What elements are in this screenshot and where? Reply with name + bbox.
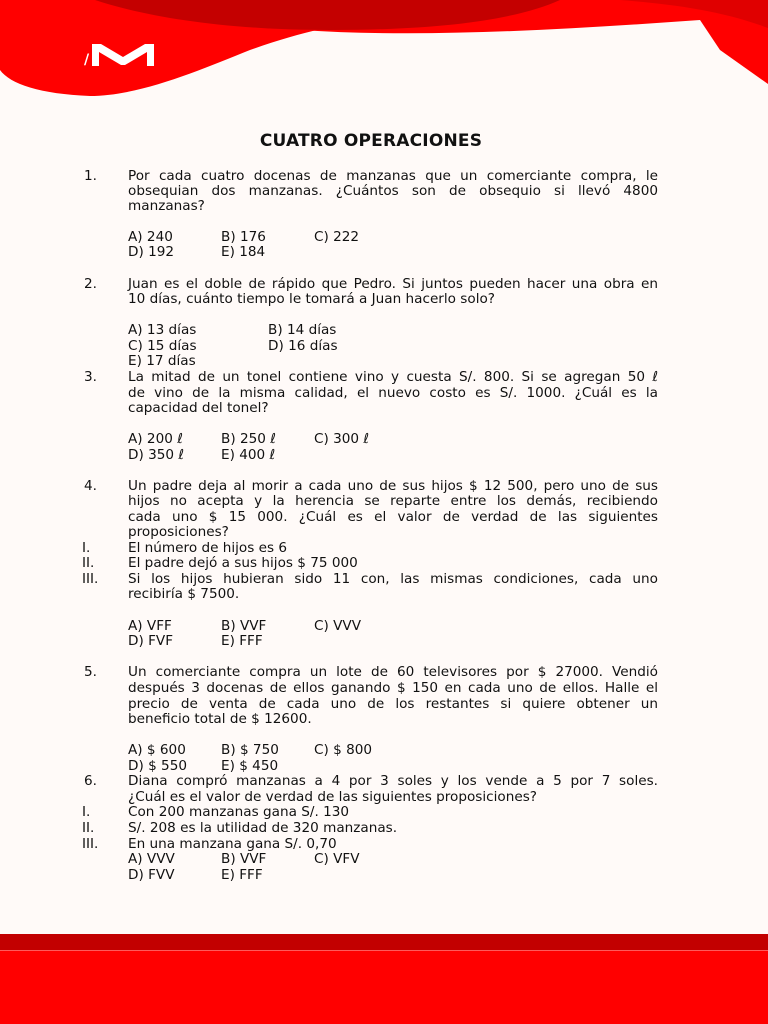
proposition-text: Si los hijos hubieran sido 11 con, las mismas condiciones, cada uno (128, 571, 658, 587)
question-text-line: cada uno $ 15 000. ¿Cuál es el valor de verdad de las siguientes (128, 509, 658, 525)
question-text-line: Un comerciante compra un lote de 60 televisores por $ 27000. Vendió (128, 664, 658, 680)
proposition-text: S/. 208 es la utilidad de 320 manzanas. (128, 820, 398, 836)
option-e: E) 17 días (128, 353, 196, 369)
option-d: D) FVV (128, 867, 175, 883)
question-text-line: Diana compró manzanas a 4 por 3 soles y los vende a 5 por 7 soles. (128, 773, 658, 789)
option-d: D) 16 días (268, 338, 338, 354)
footer-banner (0, 934, 768, 1024)
proposition-numeral: II. (82, 820, 95, 836)
proposition-numeral: III. (82, 571, 99, 587)
proposition-text: recibiría $ 7500. (128, 586, 240, 602)
option-d: D) 192 (128, 244, 175, 260)
question-text-line: Un padre deja al morir a cada uno de sus hijos $ 12 500, pero uno de sus (128, 478, 658, 494)
question-text-line: después 3 docenas de ellos ganando $ 150 en cada uno de ellos. Halle el (128, 680, 658, 696)
question-text-line: 10 días, cuánto tiempo le tomará a Juan hacerlo solo? (128, 291, 496, 307)
option-e: E) FFF (221, 867, 263, 883)
question-text-line: de vino de la misma calidad, el nuevo costo es S/. 1000. ¿Cuál es la (128, 385, 658, 401)
question-text-line: La mitad de un tonel contiene vino y cuesta S/. 800. Si se agregan 50 ℓ (128, 369, 658, 385)
page-title: CUATRO OPERACIONES (259, 131, 483, 151)
option-e: E) 400 ℓ (221, 447, 276, 463)
question-text-line: ¿Cuál es el valor de verdad de las siguientes proposiciones? (128, 789, 538, 805)
option-a: A) 13 días (128, 322, 197, 338)
question-text-line: hijos no acepta y la herencia se reparte entre los demás, recibiendo (128, 493, 658, 509)
proposition-numeral: III. (82, 836, 99, 852)
question-text-line: proposiciones? (128, 524, 229, 540)
option-a: A) VFF (128, 618, 172, 634)
option-b: B) 250 ℓ (221, 431, 276, 447)
option-e: E) 184 (221, 244, 266, 260)
option-b: B) 14 días (268, 322, 337, 338)
option-d: D) $ 550 (128, 758, 188, 774)
option-a: A) VVV (128, 851, 175, 867)
proposition-text: En una manzana gana S/. 0,70 (128, 836, 337, 852)
option-b: B) $ 750 (221, 742, 279, 758)
header-banner (0, 0, 768, 110)
proposition-numeral: I. (82, 540, 91, 556)
footer-stripe (0, 934, 768, 950)
question-number: 2. (84, 276, 97, 292)
question-number: 5. (84, 664, 97, 680)
option-c: C) VVV (314, 618, 362, 634)
question-text-line: Juan es el doble de rápido que Pedro. Si juntos pueden hacer una obra en (128, 276, 658, 292)
option-c: C) VFV (314, 851, 360, 867)
footer-divider (0, 950, 768, 951)
option-a: A) $ 600 (128, 742, 186, 758)
question-number: 1. (84, 168, 97, 184)
option-e: E) $ 450 (221, 758, 279, 774)
question-text-line: obsequian dos manzanas. ¿Cuántos son de obsequio si llevó 4800 (128, 183, 658, 199)
option-e: E) FFF (221, 633, 263, 649)
option-b: B) VVF (221, 851, 267, 867)
question-number: 4. (84, 478, 97, 494)
proposition-text: El padre dejó a sus hijos $ 75 000 (128, 555, 358, 571)
proposition-numeral: II. (82, 555, 95, 571)
option-c: C) 15 días (128, 338, 197, 354)
option-a: A) 240 (128, 229, 173, 245)
option-b: B) VVF (221, 618, 267, 634)
question-text-line: precio de venta de cada uno de los restantes si quiere obtener un (128, 696, 658, 712)
option-c: C) 300 ℓ (314, 431, 369, 447)
question-text-line: beneficio total de $ 12600. (128, 711, 312, 727)
option-c: C) $ 800 (314, 742, 373, 758)
question-text-line: Por cada cuatro docenas de manzanas que un comerciante compra, le (128, 168, 658, 184)
proposition-text: Con 200 manzanas gana S/. 130 (128, 804, 350, 820)
option-d: D) 350 ℓ (128, 447, 184, 463)
option-b: B) 176 (221, 229, 266, 245)
question-number: 3. (84, 369, 97, 385)
question-text-line: manzanas? (128, 198, 205, 214)
question-number: 6. (84, 773, 97, 789)
option-d: D) FVF (128, 633, 174, 649)
question-text-line: capacidad del tonel? (128, 400, 269, 416)
option-c: C) 222 (314, 229, 360, 245)
option-a: A) 200 ℓ (128, 431, 183, 447)
svg-text:/: / (84, 52, 90, 68)
proposition-numeral: I. (82, 804, 91, 820)
proposition-text: El número de hijos es 6 (128, 540, 288, 556)
